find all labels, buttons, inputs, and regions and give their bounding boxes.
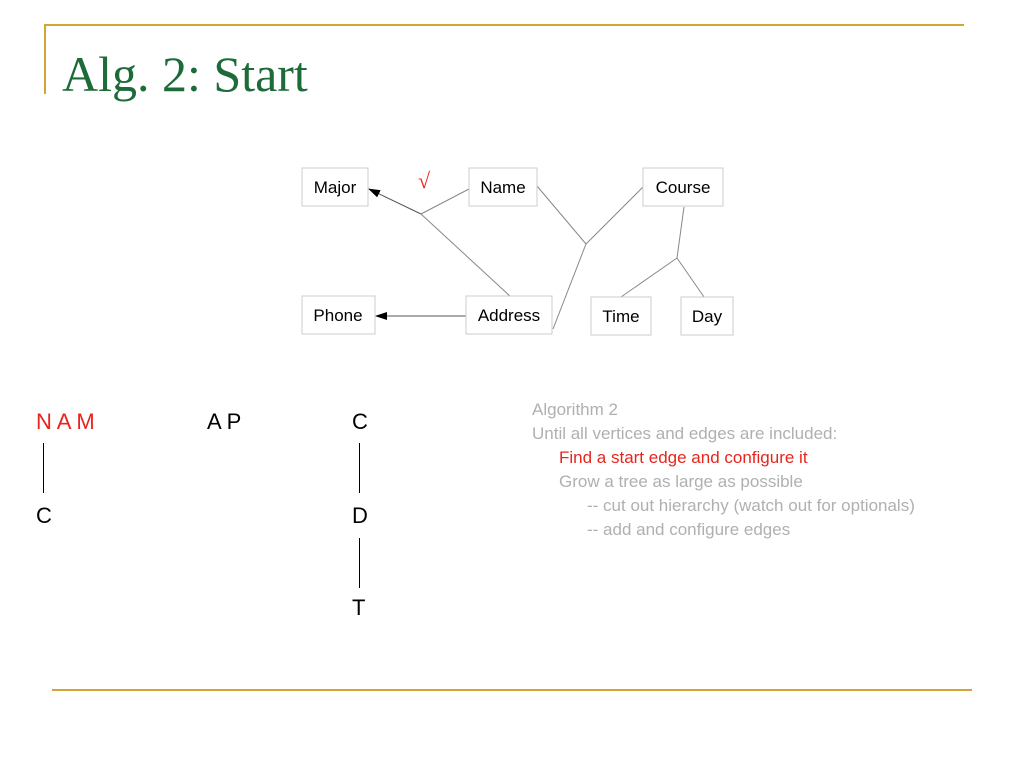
- tree1-child: C: [36, 503, 52, 528]
- edge-junction3-day: [677, 258, 704, 297]
- node-time: [591, 297, 651, 335]
- node-course-label: Course: [655, 178, 711, 197]
- tree1-root: N A M: [36, 409, 95, 434]
- algorithm-line-3: Grow a tree as large as possible: [559, 472, 803, 491]
- algorithm-block: [532, 398, 915, 542]
- edge-course-junction2: [586, 187, 643, 244]
- node-time-label: Time: [602, 307, 640, 326]
- tree3-root: C: [352, 409, 368, 434]
- tree1-edge: [43, 443, 44, 493]
- edge-junction2-address: [553, 244, 586, 329]
- edge-junction-major: [369, 189, 421, 214]
- algorithm-title: Algorithm 2: [532, 400, 618, 419]
- node-major-label: Major: [313, 178, 357, 197]
- node-day-label: Day: [691, 307, 723, 326]
- node-name: [469, 168, 537, 206]
- check-mark: √: [418, 168, 431, 193]
- tree3-child: D: [352, 503, 368, 528]
- algorithm-line-4: -- cut out hierarchy (watch out for optionals): [587, 496, 915, 515]
- tree3-edge-1: [359, 443, 360, 493]
- tree3-edge-2: [359, 538, 360, 588]
- node-day: [681, 297, 733, 335]
- edge-course-junction3: [677, 207, 684, 258]
- algorithm-line-2: Find a start edge and configure it: [559, 448, 808, 467]
- edge-junction3-time: [621, 258, 677, 297]
- edge-junction-address: [421, 214, 511, 297]
- diagram-nodes: [302, 168, 733, 335]
- tree3-grandchild: T: [352, 595, 366, 620]
- node-phone: [302, 296, 375, 334]
- node-address: [466, 296, 552, 334]
- algorithm-line-1: Until all vertices and edges are included:: [532, 424, 838, 443]
- node-major: [302, 168, 368, 206]
- slide-title: Alg. 2: Start: [62, 46, 308, 102]
- node-address-label: Address: [477, 306, 541, 325]
- edge-name-junction2: [537, 186, 586, 244]
- node-name-label: Name: [480, 178, 526, 197]
- tree2-root: A P: [207, 409, 242, 434]
- algorithm-line-5: -- add and configure edges: [587, 520, 791, 539]
- node-course: [643, 168, 723, 206]
- node-phone-label: Phone: [313, 306, 363, 325]
